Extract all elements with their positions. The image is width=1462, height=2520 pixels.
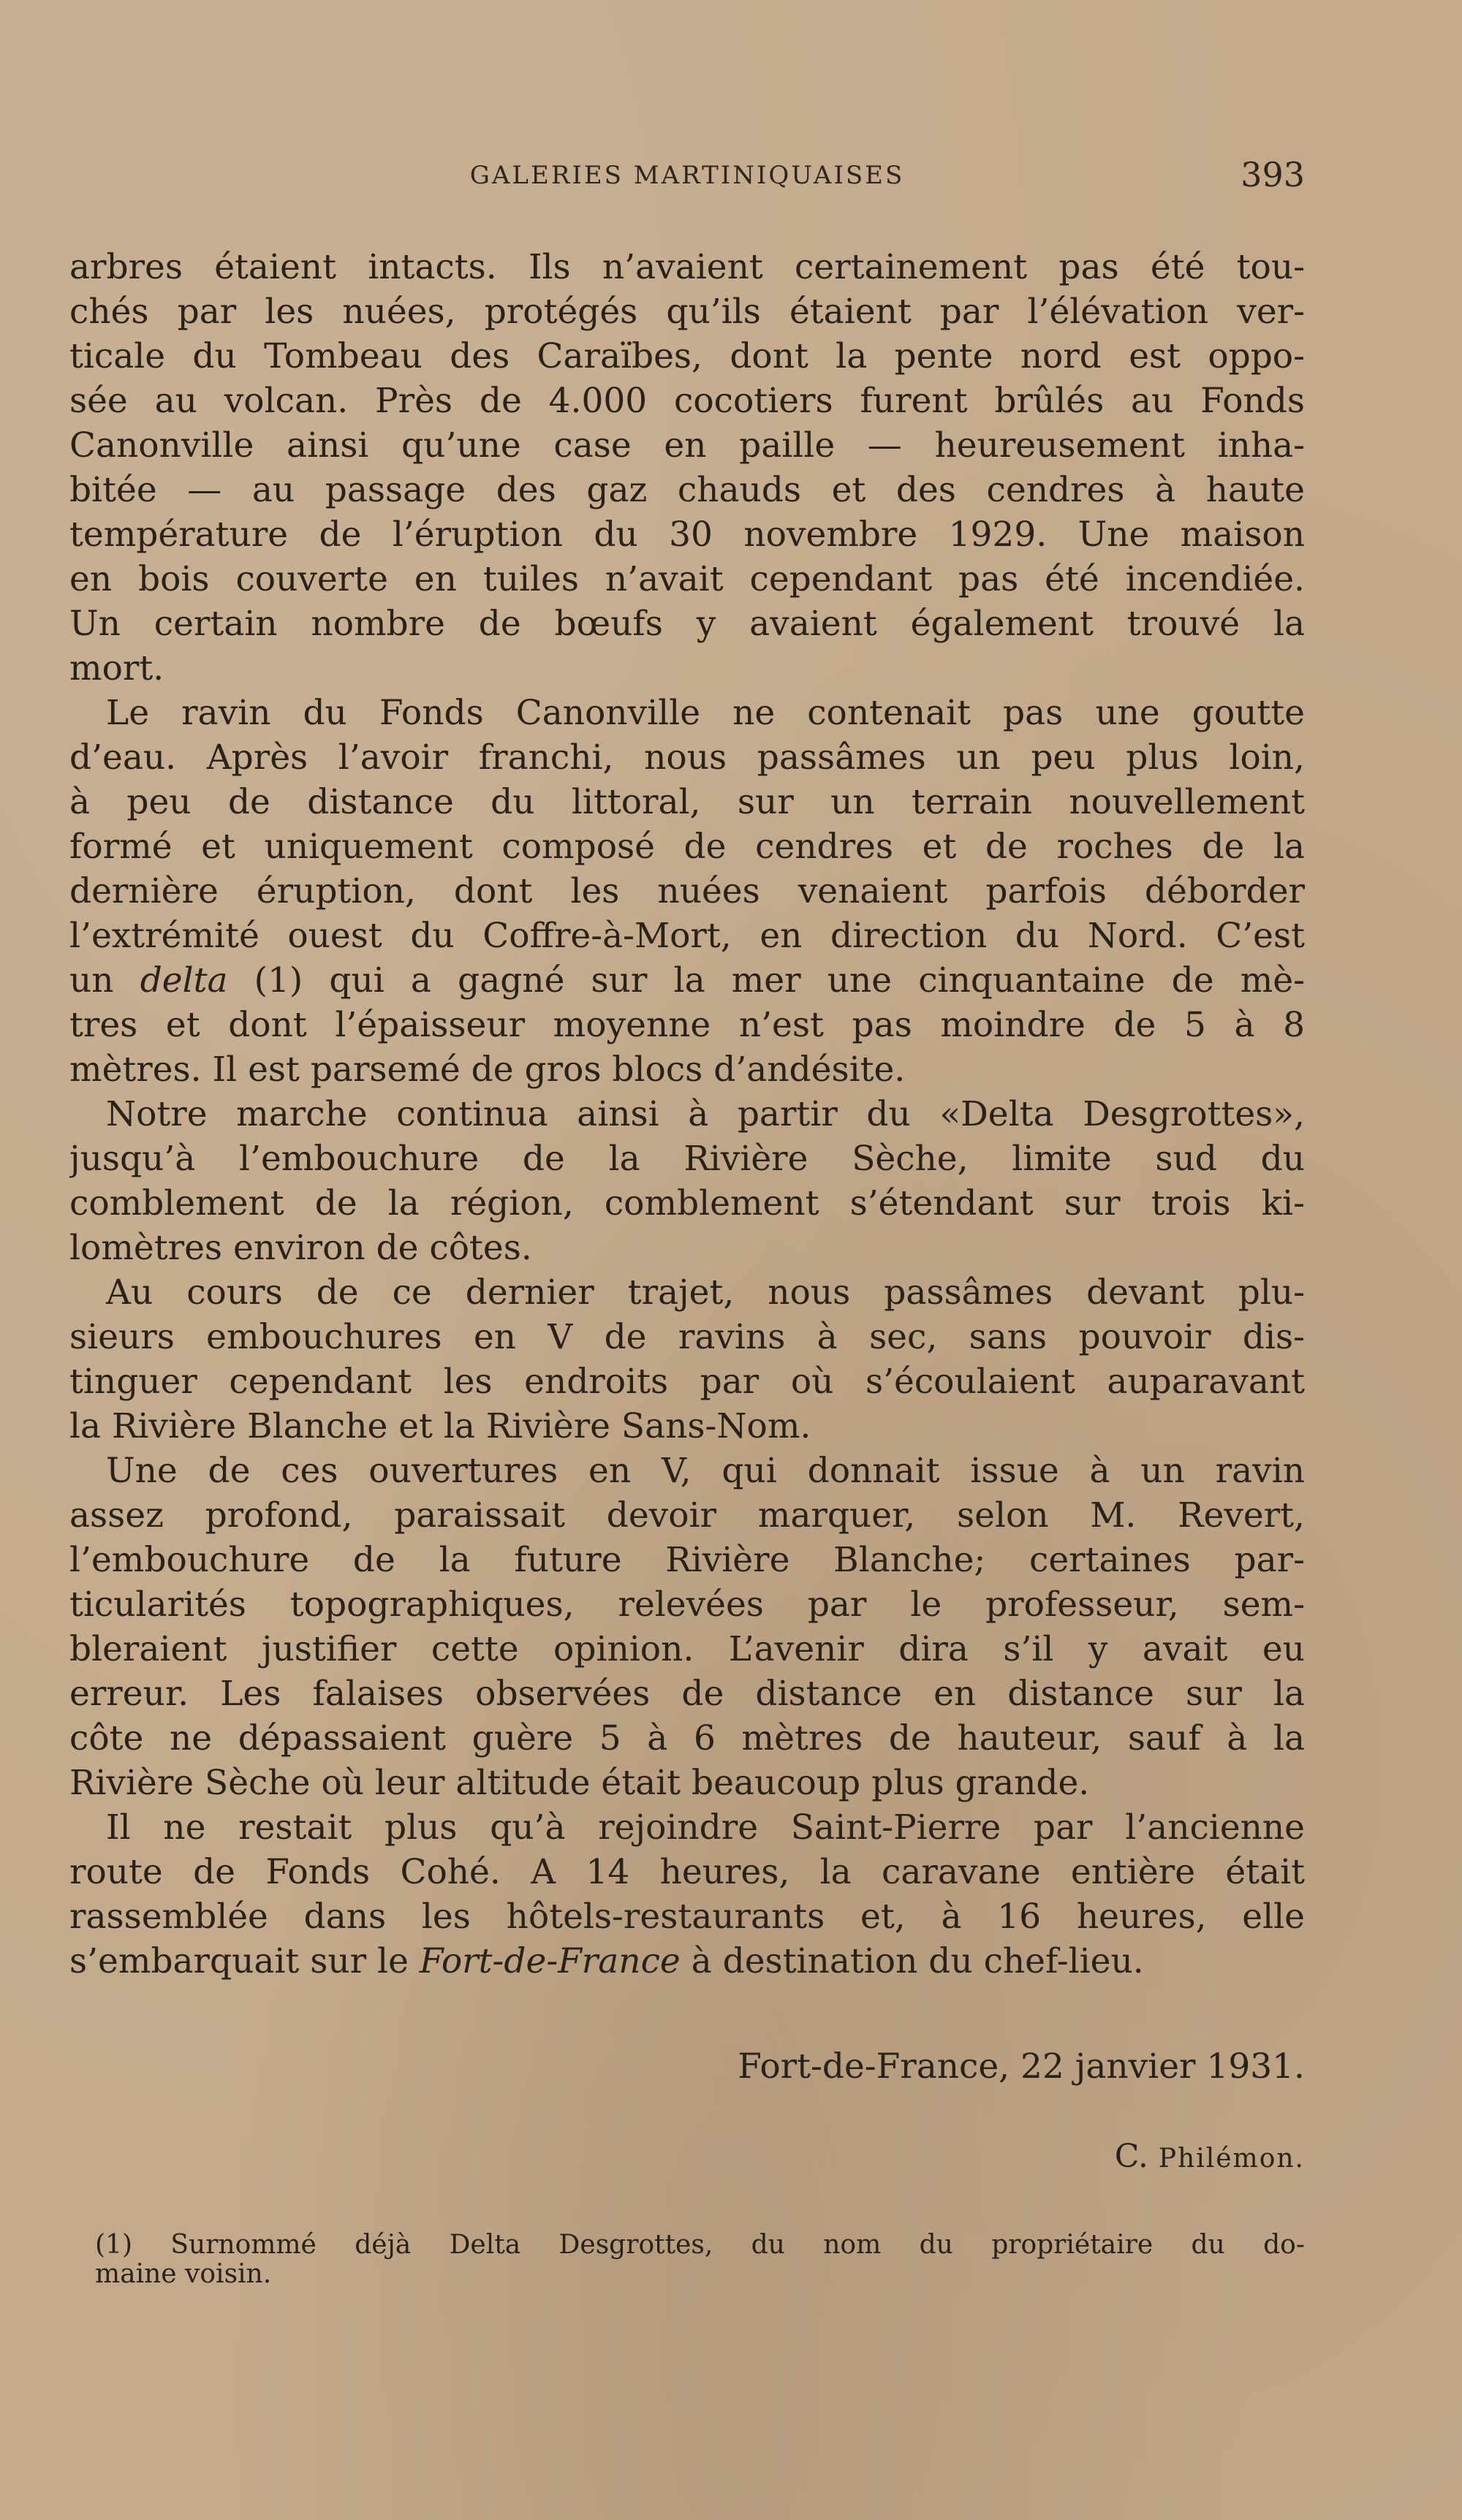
signature bbox=[69, 2138, 1305, 2175]
text-line: jusqu’à l’embouchure de la Rivière Sèche, limite sud du bbox=[69, 1139, 1305, 1179]
text-line: l’extrémité ouest du Coffre-à-Mort, en direction du Nord. C’est bbox=[69, 916, 1305, 956]
text-line: côte ne dépassaient guère 5 à 6 mètres de hauteur, sauf à la bbox=[69, 1718, 1305, 1758]
footnote bbox=[95, 2231, 1305, 2289]
text-line: dernière éruption, dont les nuées venaient parfois déborder bbox=[69, 871, 1305, 911]
text-line: ticale du Tombeau des Caraïbes, dont la pente nord est oppo- bbox=[69, 336, 1305, 376]
text-line: température de l’éruption du 30 novembre 1929. Une maison bbox=[69, 515, 1305, 555]
text-line: Au cours de ce dernier trajet, nous passâmes devant plu- bbox=[106, 1272, 1305, 1313]
text-line-ship bbox=[69, 1939, 1305, 1984]
delta-italic: delta bbox=[140, 960, 228, 1001]
text-line: bitée — au passage des gaz chauds et des cendres à haute bbox=[69, 470, 1305, 510]
text-line: lomètres environ de côtes. bbox=[69, 1228, 532, 1268]
text-line: Un certain nombre de bœufs y avaient également trouvé la bbox=[69, 604, 1305, 644]
text-line: mort. bbox=[69, 648, 164, 688]
text-line: mètres. Il est parsemé de gros blocs d’andésite. bbox=[69, 1050, 906, 1090]
text-line: erreur. Les falaises observées de distance en distance sur la bbox=[69, 1674, 1305, 1714]
text-line: en bois couverte en tuiles n’avait cependant pas été incendiée. bbox=[69, 559, 1305, 599]
footnote-line: maine voisin. bbox=[95, 2260, 272, 2289]
text-line: assez profond, paraissait devoir marquer, selon M. Revert, bbox=[69, 1495, 1305, 1536]
dateline: Fort-de-France, 22 janvier 1931. bbox=[738, 2046, 1305, 2087]
text-line: rassemblée dans les hôtels-restaurants et, à 16 heures, elle bbox=[69, 1897, 1305, 1937]
text-line: bleraient justifier cette opinion. L’avenir dira s’il y avait eu bbox=[69, 1629, 1305, 1669]
text-line: ticularités topographiques, relevées par le professeur, sem- bbox=[69, 1585, 1305, 1625]
text-line-delta bbox=[69, 958, 1305, 1003]
running-title: GALERIES MARTINIQUAISES bbox=[469, 161, 905, 190]
text-line: chés par les nuées, protégés qu’ils étaient par l’élévation ver- bbox=[69, 292, 1305, 332]
text-line: arbres étaient intacts. Ils n’avaient certainement pas été tou- bbox=[69, 247, 1305, 287]
text-line: comblement de la région, comblement s’étendant sur trois ki- bbox=[69, 1183, 1305, 1223]
text-line: Le ravin du Fonds Canonville ne contenait pas une goutte bbox=[106, 693, 1305, 733]
ship-after: à destination du chef-lieu. bbox=[680, 1941, 1144, 1981]
text-line: sieurs embouchures en V de ravins à sec, sans pouvoir dis- bbox=[69, 1317, 1305, 1357]
delta-after: (1) qui a gagné sur la mer une cinquantaine de mè- bbox=[227, 960, 1305, 1001]
body-text bbox=[69, 245, 1305, 1984]
signature-initial: C. bbox=[1114, 2138, 1159, 2175]
text-line: l’embouchure de la future Rivière Blanche; certaines par- bbox=[69, 1540, 1305, 1580]
text-line: tinguer cependant les endroits par où s’écoulaient auparavant bbox=[69, 1362, 1305, 1402]
text-line: la Rivière Blanche et la Rivière Sans-Nom. bbox=[69, 1406, 811, 1446]
text-line: formé et uniquement composé de cendres et de roches de la bbox=[69, 827, 1305, 867]
text-line: Canonville ainsi qu’une case en paille — heureusement inha- bbox=[69, 425, 1305, 466]
text-line: Rivière Sèche où leur altitude était beaucoup plus grande. bbox=[69, 1763, 1090, 1803]
text-line: route de Fonds Cohé. A 14 heures, la caravane entière était bbox=[69, 1852, 1305, 1892]
text-line: sée au volcan. Près de 4.000 cocotiers furent brûlés au Fonds bbox=[69, 381, 1305, 421]
text-line: tres et dont l’épaisseur moyenne n’est pas moindre de 5 à 8 bbox=[69, 1005, 1305, 1045]
ship-before: s’embarquait sur le bbox=[69, 1941, 420, 1981]
signature-name: Philémon. bbox=[1158, 2144, 1305, 2174]
text-line: Il ne restait plus qu’à rejoindre Saint-Pierre par l’ancienne bbox=[106, 1807, 1305, 1848]
delta-before: un bbox=[69, 960, 140, 1001]
text-line: à peu de distance du littoral, sur un terrain nouvellement bbox=[69, 782, 1305, 822]
text-line: d’eau. Après l’avoir franchi, nous passâmes un peu plus loin, bbox=[69, 737, 1305, 778]
ship-italic: Fort-de-France bbox=[419, 1941, 681, 1981]
text-line: Notre marche continua ainsi à partir du «Delta Desgrottes», bbox=[106, 1094, 1305, 1134]
page-number: 393 bbox=[1241, 155, 1305, 194]
text-line: Une de ces ouvertures en V, qui donnait issue à un ravin bbox=[106, 1451, 1305, 1491]
page-header bbox=[69, 155, 1305, 199]
footnote-line: (1) Surnommé déjà Delta Desgrottes, du nom du propriétaire du do- bbox=[95, 2231, 1305, 2260]
